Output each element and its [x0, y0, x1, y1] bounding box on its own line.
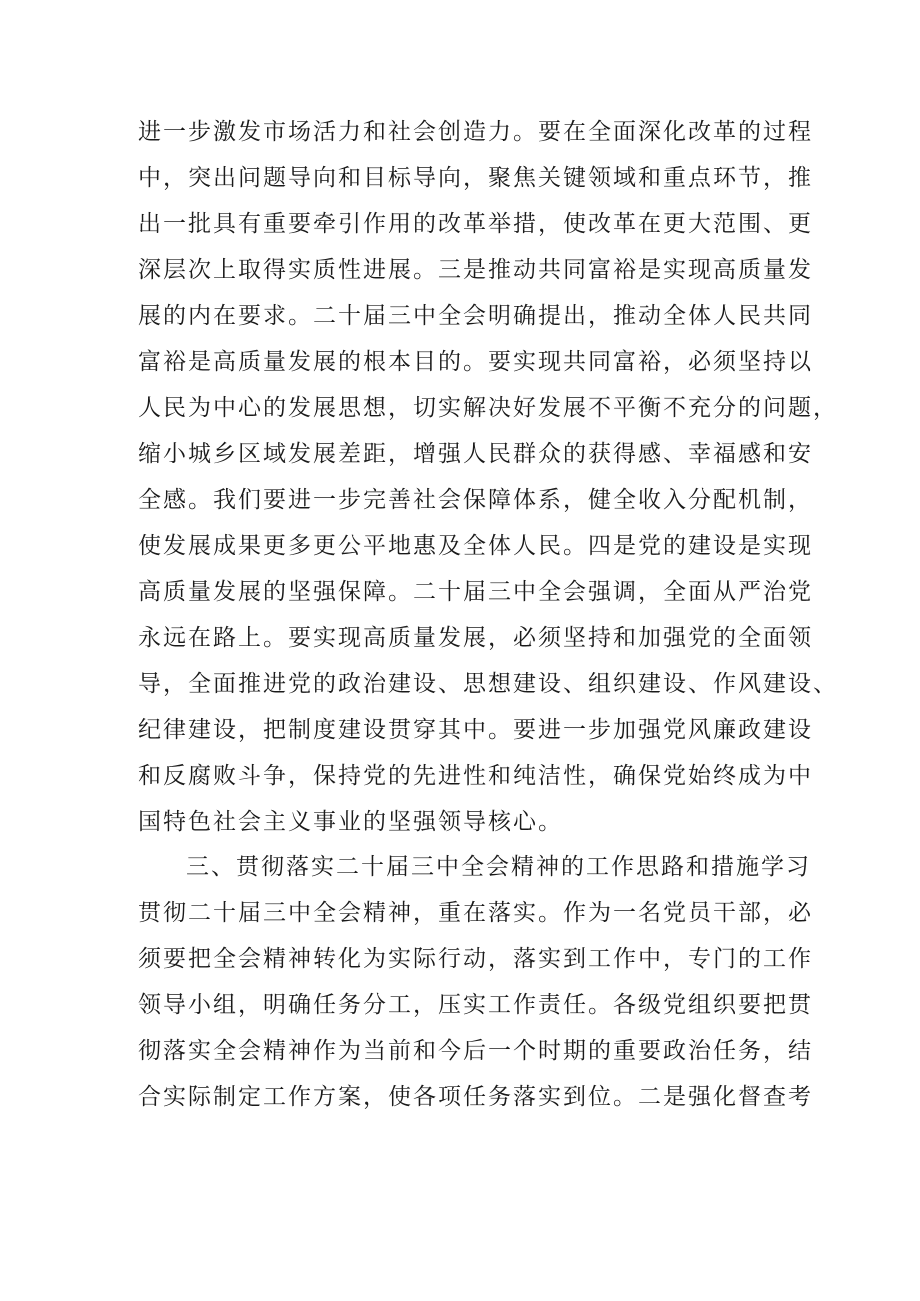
section-heading-line: 三、贯彻落实二十届三中全会精神的工作思路和措施学习 [186, 854, 811, 880]
text-line: 高质量发展的坚强保障。二十届三中全会强调，全面从严治党 [138, 579, 813, 605]
text-line: 彻落实全会精神作为当前和今后一个时期的重要政治任务，结 [138, 1038, 813, 1064]
text-line: 进一步激发市场活力和社会创造力。要在全面深化改革的过程 [138, 119, 813, 145]
text-line: 导，全面推进党的政治建设、思想建设、组织建设、作风建设、 [138, 671, 838, 697]
text-line: 贯彻二十届三中全会精神，重在落实。作为一名党员干部，必 [138, 900, 813, 926]
section-paragraph [138, 844, 813, 1120]
text-line: 合实际制定工作方案，使各项任务落实到位。二是强化督查考 [138, 1084, 813, 1110]
text-line: 使发展成果更多更公平地惠及全体人民。四是党的建设是实现 [138, 533, 813, 559]
text-line: 缩小城乡区域发展差距，增强人民群众的获得感、幸福感和安 [138, 441, 813, 467]
paragraph-body [138, 109, 838, 845]
text-line: 展的内在要求。二十届三中全会明确提出，推动全体人民共同 [138, 303, 813, 329]
text-line: 国特色社会主义事业的坚强领导核心。 [138, 809, 563, 835]
text-line: 领导小组，明确任务分工，压实工作责任。各级党组织要把贯 [138, 992, 813, 1018]
text-line: 富裕是高质量发展的根本目的。要实现共同富裕，必须坚持以 [138, 349, 813, 375]
text-line: 和反腐败斗争，保持党的先进性和纯洁性，确保党始终成为中 [138, 763, 813, 789]
text-line: 中，突出问题导向和目标导向，聚焦关键领域和重点环节，推 [138, 165, 813, 191]
text-line: 全感。我们要进一步完善社会保障体系，健全收入分配机制， [138, 487, 813, 513]
text-line: 人民为中心的发展思想，切实解决好发展不平衡不充分的问题， [138, 395, 838, 421]
text-line: 须要把全会精神转化为实际行动，落实到工作中，专门的工作 [138, 946, 813, 972]
text-line: 永远在路上。要实现高质量发展，必须坚持和加强党的全面领 [138, 625, 813, 651]
text-line: 出一批具有重要牵引作用的改革举措，使改革在更大范围、更 [138, 211, 813, 237]
text-line: 纪律建设，把制度建设贯穿其中。要进一步加强党风廉政建设 [138, 717, 813, 743]
text-line: 深层次上取得实质性进展。三是推动共同富裕是实现高质量发 [138, 257, 813, 283]
